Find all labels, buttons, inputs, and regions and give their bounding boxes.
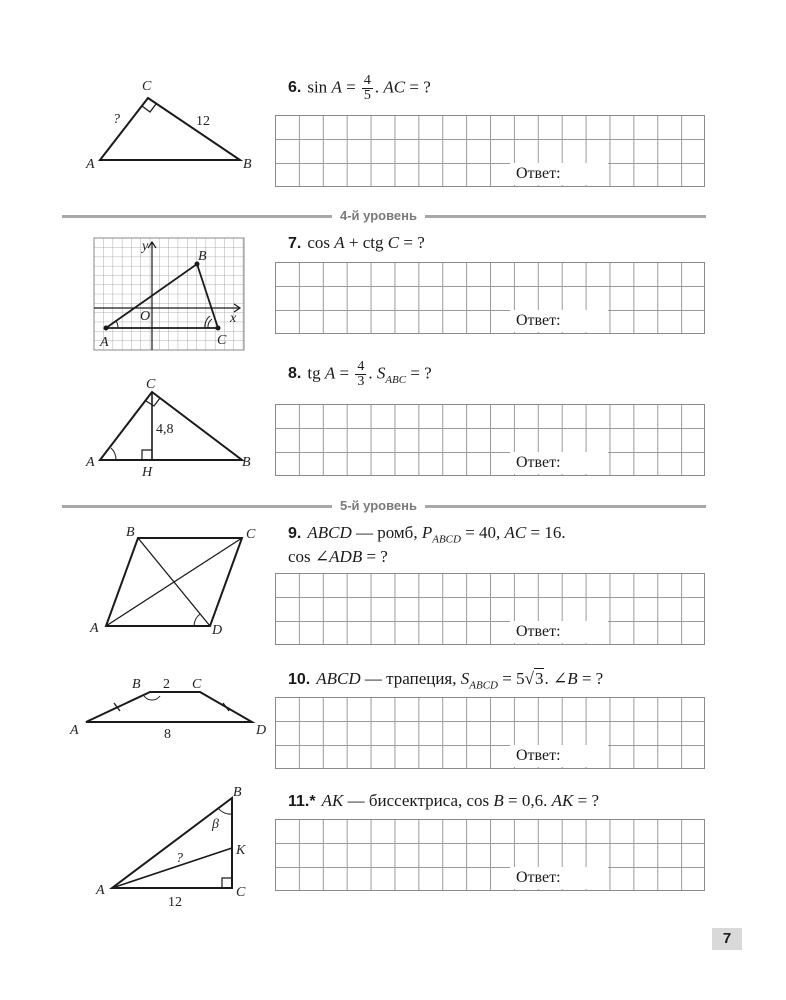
label-a: A: [96, 883, 105, 898]
label-a: A: [70, 723, 79, 738]
label-b: B: [198, 249, 207, 264]
label-c: C: [246, 527, 256, 542]
label-a: A: [86, 455, 95, 470]
answer-grid-9[interactable]: [275, 573, 705, 645]
label-height: 4,8: [156, 422, 174, 437]
label-b: B: [233, 785, 242, 800]
figure-task-6: [80, 70, 270, 180]
task-number: 9.: [288, 525, 302, 542]
answer-grid-7[interactable]: [275, 262, 705, 334]
answer-label: Ответ:: [510, 621, 608, 643]
task-number: 10.: [288, 671, 311, 688]
task-number: 11.*: [288, 793, 316, 810]
label-ak: ?: [176, 851, 183, 866]
label-b: B: [132, 677, 141, 692]
label-c: C: [142, 79, 152, 94]
label-ac: 12: [168, 895, 182, 910]
task-8-text: 8. tg A = $\frac{4}{3}$ . $S_{ABC}$ = ?: [288, 359, 432, 389]
level-divider-5: [62, 496, 706, 516]
task-9-text: 9. ABCD — ромб, $P_{ABCD} = 40$, AC = 16.: [288, 523, 566, 546]
figure-task-9: [86, 520, 266, 642]
label-a: A: [86, 157, 95, 172]
label-x: x: [230, 311, 237, 326]
level-label: 5-й уровень: [332, 496, 425, 516]
label-side-ac: ?: [113, 112, 120, 127]
label-b: B: [243, 157, 252, 172]
figure-task-8: [80, 372, 270, 482]
label-b: B: [126, 525, 135, 540]
label-o: O: [140, 309, 151, 324]
task-9-text-line2: cos ∠ADB = ?: [288, 547, 388, 566]
level-divider-4: [62, 206, 706, 226]
level-label: 4-й уровень: [332, 206, 425, 226]
label-d: D: [212, 623, 223, 638]
answer-grid-10[interactable]: [275, 697, 705, 769]
page-number: 7: [712, 928, 742, 950]
answer-label: Ответ:: [510, 867, 608, 889]
task-number: 8.: [288, 365, 302, 383]
answer-grid-8[interactable]: [275, 404, 705, 476]
task-number: 7.: [288, 235, 302, 252]
label-bottom: 8: [164, 727, 171, 742]
label-beta: β: [212, 817, 219, 832]
label-y: y: [142, 239, 149, 254]
label-d: D: [256, 723, 267, 738]
task-11-text: 11.* AK — биссектриса, cos B = 0,6. AK = ?: [288, 791, 600, 810]
label-k: K: [236, 843, 246, 858]
label-b: B: [242, 455, 251, 470]
label-c: C: [236, 885, 246, 900]
answer-grid-6[interactable]: [275, 115, 705, 187]
figure-task-11: [90, 780, 260, 912]
label-h: H: [142, 465, 153, 480]
label-c: C: [146, 377, 156, 392]
answer-label: Ответ:: [510, 745, 608, 767]
answer-label: Ответ:: [510, 310, 608, 332]
label-top: 2: [163, 677, 170, 692]
label-c: C: [217, 333, 227, 348]
answer-grid-11[interactable]: [275, 819, 705, 891]
answer-label: Ответ:: [510, 163, 608, 185]
label-a: A: [100, 335, 109, 350]
task-number: 6.: [288, 79, 302, 97]
task-6-text: 6. sin A = $\frac{4}{5}$ . AC = ?: [288, 73, 431, 103]
figure-task-7: [94, 238, 244, 356]
label-side-cb: 12: [196, 114, 210, 129]
label-a: A: [90, 621, 99, 636]
task-7-text: 7. cos A + ctg C = ?: [288, 233, 425, 252]
label-c: C: [192, 677, 202, 692]
answer-label: Ответ:: [510, 452, 608, 474]
task-10-text: 10. ABCD — трапеция, $S_{ABCD} = 5√3$. ∠B = ?: [288, 669, 604, 692]
figure-task-10: [66, 672, 276, 744]
